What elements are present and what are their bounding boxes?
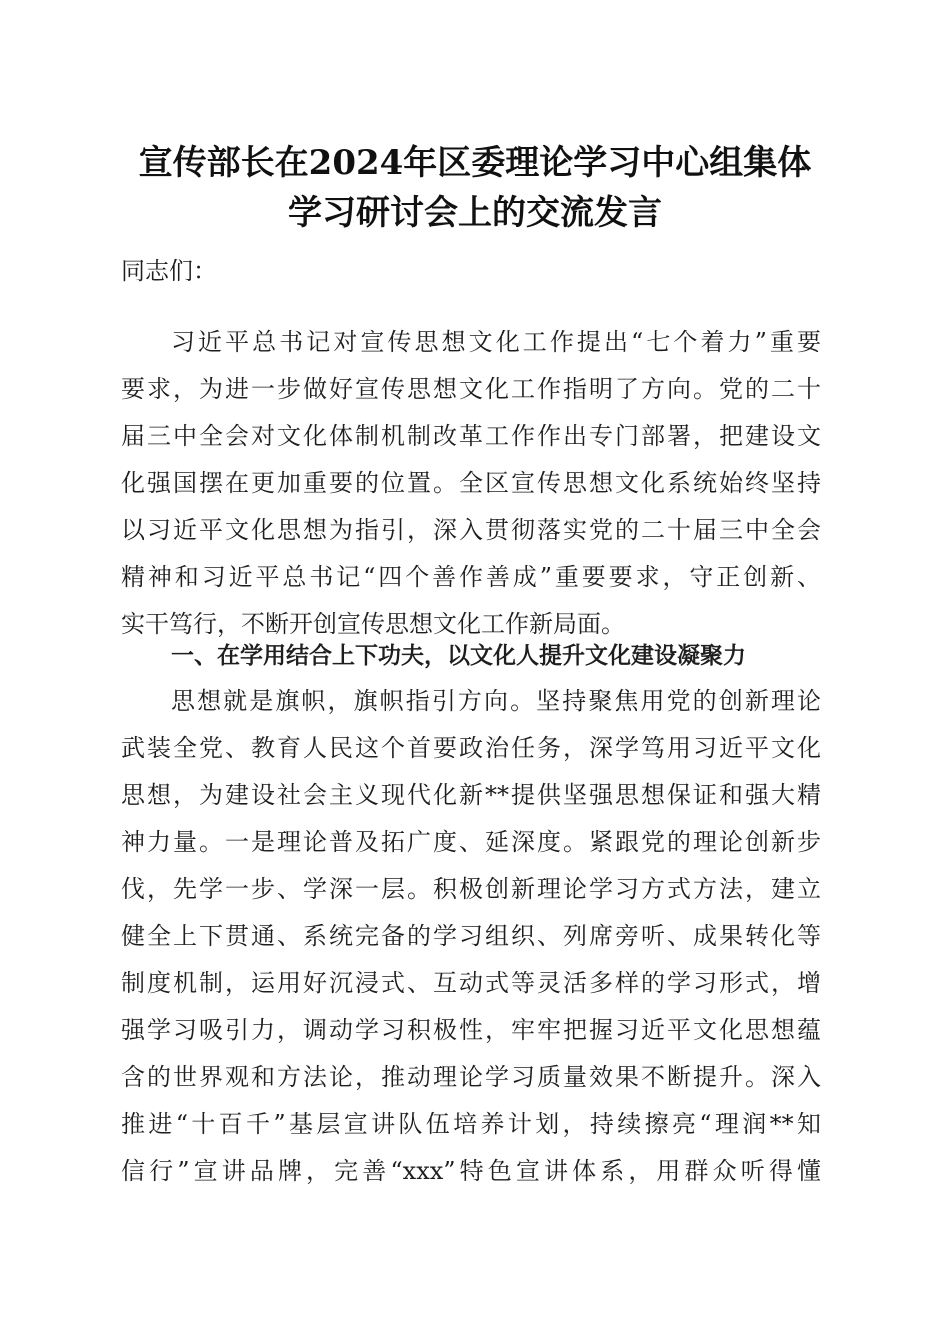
paragraph-2-line: 推进“十百千”基层宣讲队伍培养计划，持续擦亮“理润**知 (121, 1110, 821, 1138)
paragraph-1-line: 精神和习近平总书记“四个善作善成”重要要求，守正创新、 (121, 563, 821, 591)
paragraph-2-line: 思想就是旗帜，旗帜指引方向。坚持聚焦用党的创新理论 (171, 687, 821, 715)
paragraph-1-line: 实干笃行，不断开创宣传思想文化工作新局面。 (121, 610, 625, 638)
paragraph-2-line: 思想，为建设社会主义现代化新**提供坚强思想保证和强大精 (121, 781, 821, 809)
salutation: 同志们： (121, 257, 217, 285)
paragraph-1-line: 以习近平文化思想为指引，深入贯彻落实党的二十届三中全会 (121, 516, 821, 544)
document-title-line-2: 学习研讨会上的交流发言 (288, 193, 662, 233)
document-title-line-1: 宣传部长在2024年区委理论学习中心组集体 (138, 143, 812, 183)
paragraph-1-line: 届三中全会对文化体制机制改革工作作出专门部署，把建设文 (121, 422, 821, 450)
paragraph-2-line: 信行”宣讲品牌，完善“xxx”特色宣讲体系，用群众听得懂 (121, 1157, 821, 1185)
paragraph-1-line: 习近平总书记对宣传思想文化工作提出“七个着力”重要 (171, 328, 821, 356)
paragraph-2-line: 伐，先学一步、学深一层。积极创新理论学习方式方法，建立 (121, 875, 821, 903)
paragraph-1-line: 化强国摆在更加重要的位置。全区宣传思想文化系统始终坚持 (121, 469, 821, 497)
section-1-heading: 一、在学用结合上下功夫，以文化人提升文化建设凝聚力 (171, 643, 746, 669)
paragraph-2-line: 神力量。一是理论普及拓广度、延深度。紧跟党的理论创新步 (121, 828, 821, 856)
paragraph-2-line: 含的世界观和方法论，推动理论学习质量效果不断提升。深入 (121, 1063, 821, 1091)
paragraph-2-line: 健全上下贯通、系统完备的学习组织、列席旁听、成果转化等 (121, 922, 821, 950)
paragraph-2-line: 武装全党、教育人民这个首要政治任务，深学笃用习近平文化 (121, 734, 821, 762)
paragraph-1-line: 要求，为进一步做好宣传思想文化工作指明了方向。党的二十 (121, 375, 821, 403)
paragraph-2-line: 制度机制，运用好沉浸式、互动式等灵活多样的学习形式，增 (121, 969, 821, 997)
paragraph-2-line: 强学习吸引力，调动学习积极性，牢牢把握习近平文化思想蕴 (121, 1016, 821, 1044)
